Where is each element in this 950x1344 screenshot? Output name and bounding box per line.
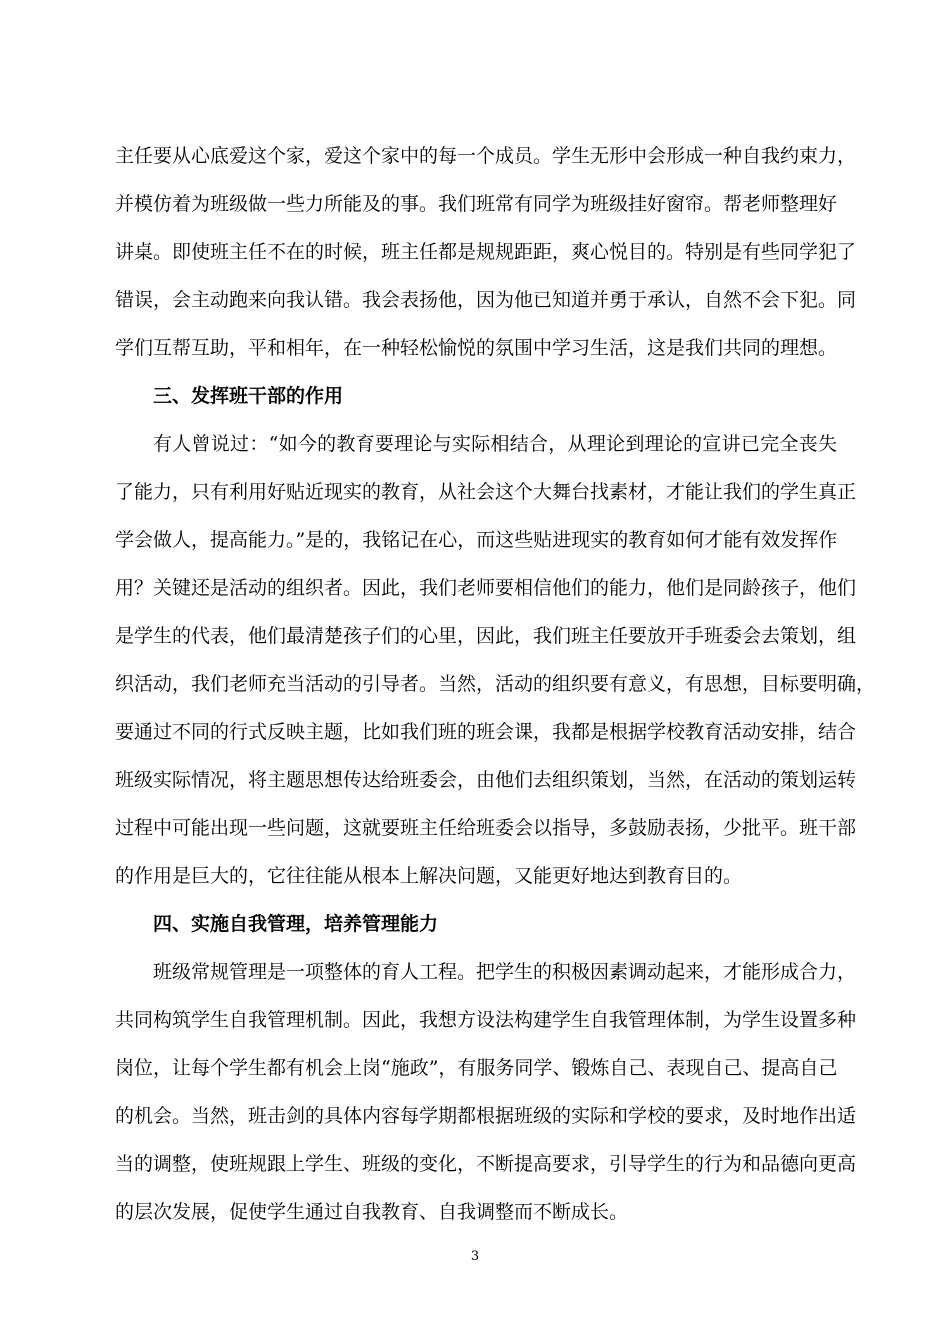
text-line: 岗位，让每个学生都有机会上岗“施政”，有服务同学、锻炼自己、表现自己、提高自己 [115, 1057, 838, 1079]
text-line: 错误，会主动跑来向我认错。我会表扬他，因为他已知道并勇于承认，自然不会下犯。同 [115, 289, 857, 311]
text-line: 学会做人，提高能力。”是的，我铭记在心，而这些贴进现实的教育如何才能有效发挥作 [115, 529, 838, 551]
text-line: 是学生的代表，他们最清楚孩子们的心里，因此，我们班主任要放开手班委会去策划，组 [115, 625, 857, 647]
page-number: 3 [470, 1249, 480, 1264]
text-line: 的作用是巨大的，它往往能从根本上解决问题，又能更好地达到教育目的。 [115, 865, 743, 887]
text-line: 主任要从心底爱这个家，爱这个家中的每一个成员。学生无形中会形成一种自我约束力， [115, 145, 857, 167]
text-line: 讲桌。即使班主任不在的时候，班主任都是规规距距，爽心悦目的。特别是有些同学犯了 [115, 241, 857, 263]
text-line: 织活动，我们老师充当活动的引导者。当然，活动的组织要有意义，有思想，目标要明确， [115, 673, 876, 695]
text-line: 要通过不同的行式反映主题，比如我们班的班会课，我都是根据学校教育活动安排，结合 [115, 721, 857, 743]
text-line: 用？关键还是活动的组织者。因此，我们老师要相信他们的能力，他们是同龄孩子，他们 [115, 577, 857, 599]
text-line: 学们互帮互助，平和相年，在一种轻松愉悦的氛围中学习生活，这是我们共同的理想。 [115, 337, 838, 359]
text-line: 共同构筑学生自我管理机制。因此，我想方设法构建学生自我管理体制，为学生设置多种 [115, 1009, 857, 1031]
text-line: 当的调整，使班规跟上学生、班级的变化，不断提高要求，引导学生的行为和品德向更高 [115, 1153, 857, 1175]
text-line: 班级实际情况，将主题思想传达给班委会，由他们去组织策划，当然，在活动的策划运转 [115, 769, 857, 791]
text-line: 过程中可能出现一些问题，这就要班主任给班委会以指导，多鼓励表扬，少批平。班干部 [115, 817, 857, 839]
section-heading-4: 四、实施自我管理，培养管理能力 [153, 913, 439, 935]
text-line: 的机会。当然，班击剑的具体内容每学期都根据班级的实际和学校的要求，及时地作出适 [115, 1105, 857, 1127]
text-line: 并模仿着为班级做一些力所能及的事。我们班常有同学为班级挂好窗帘。帮老师整理好 [115, 193, 838, 215]
text-line: 有人曾说过：“如今的教育要理论与实际相结合，从理论到理论的宣讲已完全丧失 [153, 433, 837, 455]
section-heading-3: 三、发挥班干部的作用 [153, 385, 344, 407]
text-line: 了能力，只有利用好贴近现实的教育，从社会这个大舞台找素材，才能让我们的学生真正 [115, 481, 857, 503]
text-line: 班级常规管理是一项整体的育人工程。把学生的积极因素调动起来，才能形成合力， [153, 961, 857, 983]
text-line: 的层次发展，促使学生通过自我教育、自我调整而不断成长。 [115, 1201, 629, 1223]
